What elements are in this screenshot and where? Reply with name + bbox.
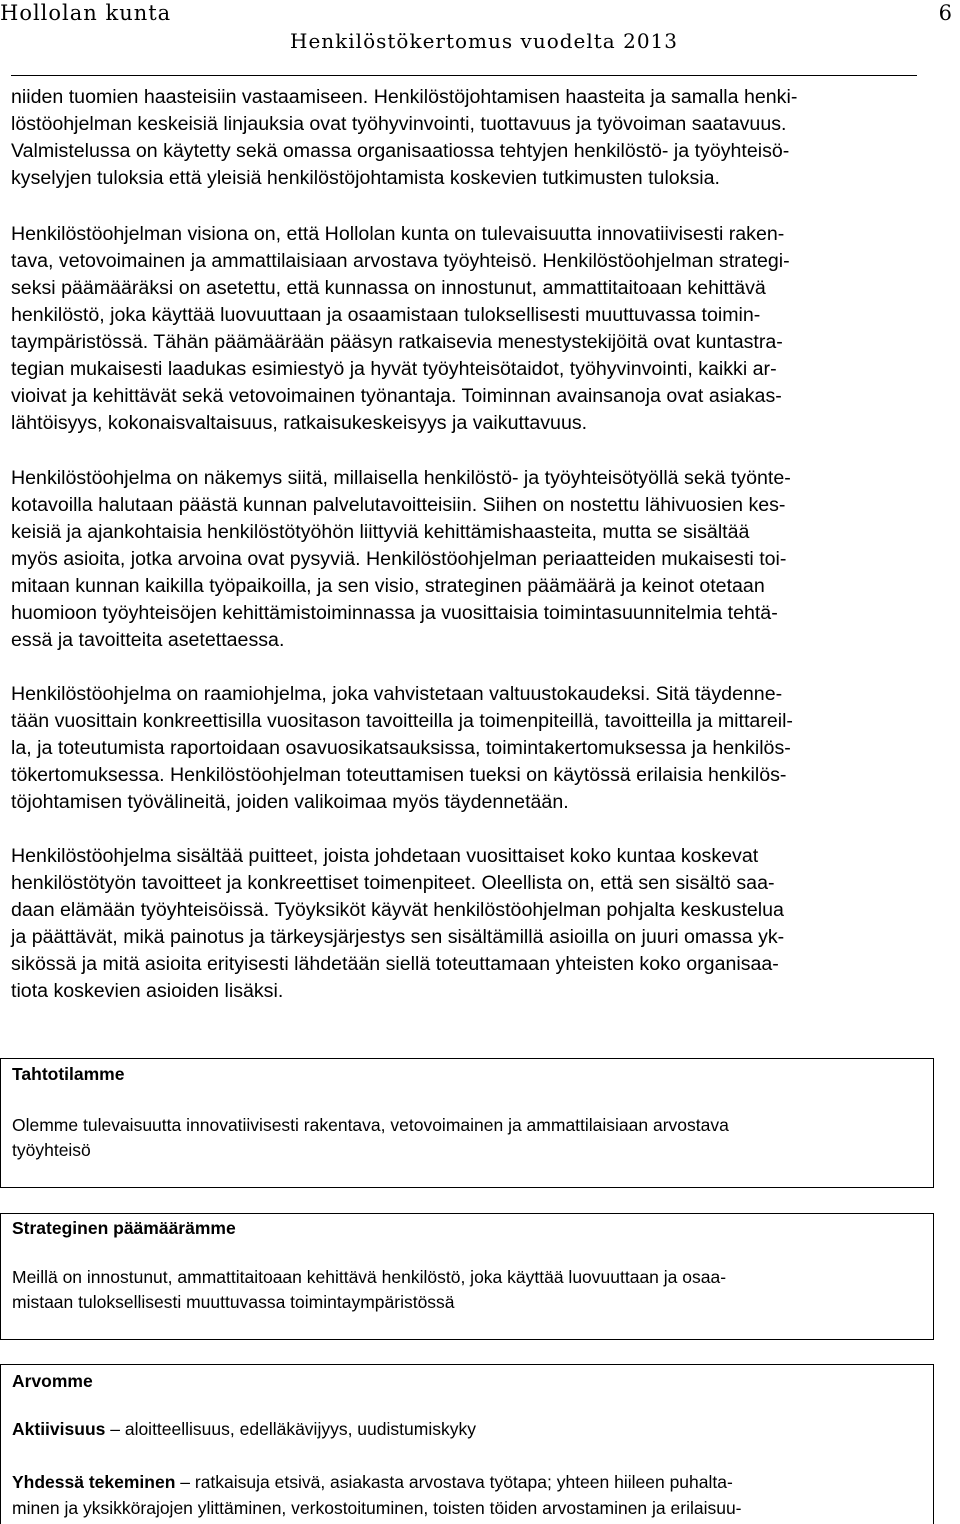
text-line: Henkilöstöohjelma on raamiohjelma, joka vahvistetaan valtuustokaudeksi. Sitä täydenne-	[11, 683, 783, 705]
text-line: henkilöstö, joka käyttää luovuuttaan ja osaamistaan tuloksellisesti muuttuvassa toimin-	[11, 304, 761, 326]
text-line: taympäristössä. Tähän päämäärään pääsyn ratkaisevia menestystekijöitä ovat kuntastra-	[11, 331, 783, 353]
text-line: tiota koskevien asioiden lisäksi.	[11, 980, 284, 1002]
text-line: Henkilöstöohjelma on näkemys siitä, millaisella henkilöstö- ja työyhteisötyöllä sekä työnte-	[11, 467, 791, 489]
text-line: niiden tuomien haasteisiin vastaamiseen. Henkilöstöjohtamisen haasteita ja samalla henki-	[11, 86, 798, 108]
text-line: tava, vetovoimainen ja ammattilaisiaan arvostava työyhteisö. Henkilöstöohjelman strategi-	[11, 250, 790, 272]
value-term: Yhdessä tekeminen	[12, 1472, 176, 1492]
text-line: daan elämään työyhteisöissä. Työyksiköt käyvät henkilöstöohjelman pohjalta keskustelua	[11, 899, 784, 921]
text-line: tegian mukaisesti laadukas esimiestyö ja hyvät työyhteisötaidot, työhyvinvointi, kaikki ar-	[11, 358, 777, 380]
text-line: seksi päämääräksi on asetettu, että kunnassa on innostunut, ammattitaitoaan kehittävä	[11, 277, 766, 299]
text-line: Henkilöstöohjelman visiona on, että Hollolan kunta on tulevaisuutta innovatiivisesti raken-	[11, 223, 785, 245]
goal-text: Meillä on innostunut, ammattitaitoaan kehittävä henkilöstö, joka käyttää luovuuttaan ja osaa-	[12, 1267, 727, 1287]
header-rule	[11, 75, 917, 76]
paragraph-4	[11, 681, 947, 816]
text-line: lähtöisyys, kokonaisvaltaisuus, ratkaisukeskeisyys ja vaikuttavuus.	[11, 412, 588, 434]
header-subtitle: Henkilöstökertomus vuodelta 2013	[290, 29, 678, 53]
vision-text: Olemme tulevaisuutta innovatiivisesti rakentava, vetovoimainen ja ammattilaisiaan arvostava	[12, 1115, 729, 1135]
paragraph-3	[11, 465, 947, 654]
text-line: ja päättävät, mikä painotus ja tärkeysjärjestys sen sisältämillä asioilla on juuri omassa yk-	[11, 926, 785, 948]
paragraph-2	[11, 221, 947, 437]
text-line: essä ja tavoitteita asetettaessa.	[11, 629, 285, 651]
text-line: tökertomuksessa. Henkilöstöohjelman toteuttamisen tueksi on käytössä erilaisia henkilös-	[11, 764, 787, 786]
text-line: kyselyjen tuloksia että yleisiä henkilöstöjohtamista koskevien tutkimusten tuloksia.	[11, 167, 720, 189]
value-description: – aloitteellisuus, edelläkävijyys, uudistumiskyky	[105, 1419, 476, 1439]
header-organization: Hollolan kunta	[0, 1, 172, 25]
paragraph-1	[11, 84, 947, 192]
value-term: Aktiivisuus	[12, 1419, 106, 1439]
text-line: myös asioita, jotka arvoina ovat pysyviä. Henkilöstöohjelman periaatteiden mukaisesti toi-	[11, 548, 787, 570]
values-box	[0, 1364, 934, 1524]
goal-title: Strateginen päämäärämme	[12, 1218, 236, 1238]
strategic-goal-box	[0, 1213, 934, 1340]
text-line: sikössä ja mitä asioita erityisesti lähdetään siellä toteuttamaan yhteisten koko organisaa-	[11, 953, 779, 975]
text-line: Henkilöstöohjelma sisältää puitteet, joista johdetaan vuosittaiset koko kuntaa koskevat	[11, 845, 759, 867]
page-number: 6	[938, 1, 952, 25]
text-line: keisiä ja ajankohtaisia henkilöstötyöhön liittyviä kehittämishaasteita, mutta se sisältää	[11, 521, 750, 543]
text-line: vioivat ja kehittävät sekä vetovoimainen työnantaja. Toiminnan avainsanoja ovat asiakas-	[11, 385, 782, 407]
text-line: töjohtamisen työvälineitä, joiden valikoimaa myös täydennetään.	[11, 791, 569, 813]
goal-text: mistaan tuloksellisesti muuttuvassa toimintaympäristössä	[12, 1292, 455, 1312]
value-activity	[12, 1419, 476, 1440]
text-line: huomioon työyhteisöjen kehittämistoiminnassa ja vuosittaisia toimintasuunnitelmia tehtä-	[11, 602, 778, 624]
text-line: tään vuosittain konkreettisilla vuositason tavoitteilla ja toimenpiteillä, tavoitteilla ja mittareil-	[11, 710, 793, 732]
text-line: kotavoilla halutaan päästä kunnan palvelutavoitteisiin. Siihen on nostettu lähivuosien kes-	[11, 494, 786, 516]
text-line: henkilöstötyön tavoitteet ja konkreettiset toimenpiteet. Oleellista on, että sen sisältö saa-	[11, 872, 775, 894]
values-title: Arvomme	[12, 1371, 93, 1391]
text-line: Valmistelussa on käytetty sekä omassa organisaatiossa tehtyjen henkilöstö- ja työyhteisö-	[11, 140, 790, 162]
text-line: la, ja toteutumista raportoidaan osavuosikatsauksissa, toimintakertomuksessa ja henkilös-	[11, 737, 791, 759]
text-line: mitaan kunnan kaikilla työpaikoilla, ja sen visio, strateginen päämäärä ja keinot otetaan	[11, 575, 765, 597]
vision-box	[0, 1058, 934, 1188]
value-description: minen ja yksikkörajojen ylittäminen, verkostoituminen, toisten töiden arvostaminen ja erilaisuu-	[12, 1498, 742, 1518]
paragraph-5	[11, 843, 947, 1005]
text-line: löstöohjelman keskeisiä linjauksia ovat työhyvinvointi, tuottavuus ja työvoiman saatavuus.	[11, 113, 787, 135]
vision-title: Tahtotilamme	[12, 1064, 125, 1084]
value-description: – ratkaisuja etsivä, asiakasta arvostava työtapa; yhteen hiileen puhalta-	[175, 1472, 733, 1492]
value-cooperation	[12, 1469, 742, 1521]
vision-text: työyhteisö	[12, 1140, 91, 1160]
